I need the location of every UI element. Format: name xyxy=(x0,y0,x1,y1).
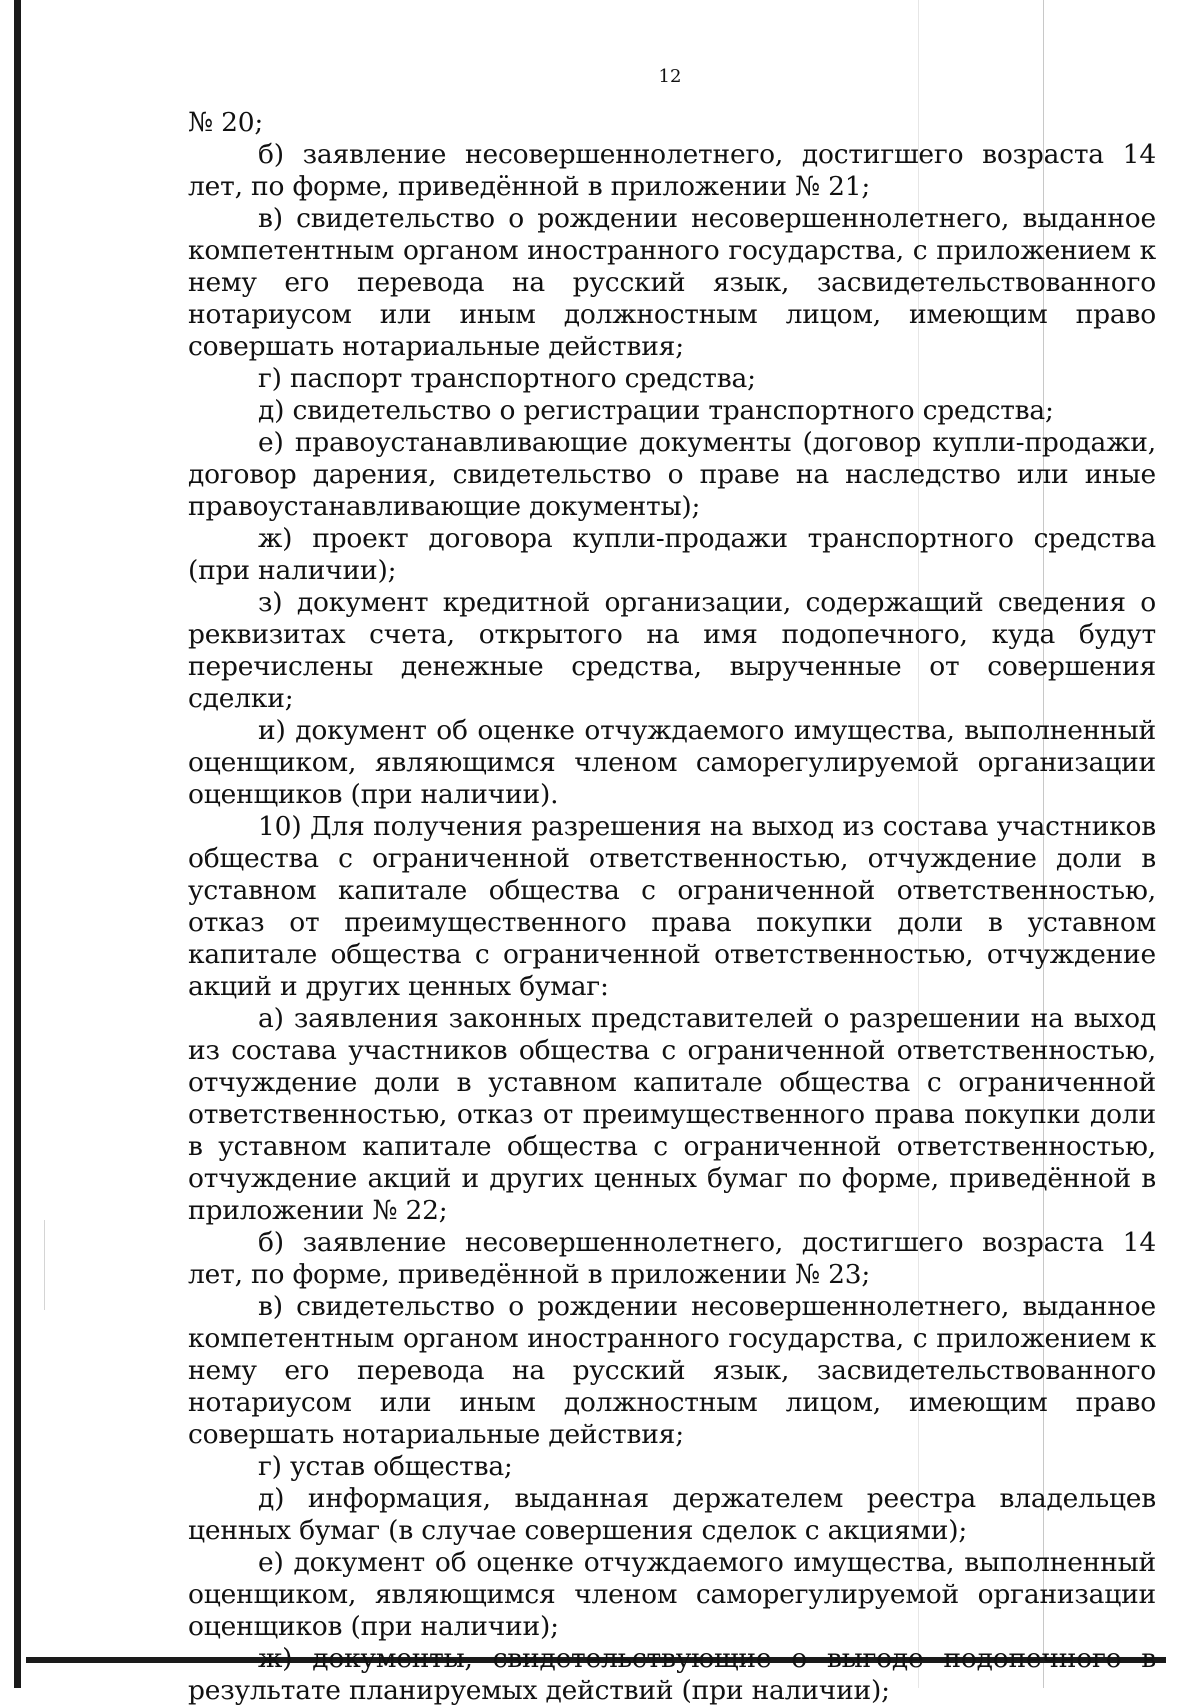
paragraph-item-v: в) свидетельство о рождении несовершеннолетнего, выданное компетентным органом иностранного государства, с приложением к нему его перевода на русский язык, засвидетельствованного нотариусом или иным должностным лицом, имеющим право совершать нотариальные действия; xyxy=(188,203,1156,362)
document-body xyxy=(188,107,1156,1707)
paragraph-section-10: 10) Для получения разрешения на выход из состава участников общества с ограниченной ответственностью, отчуждение доли в уставном капитале общества с ограниченной ответственностью, отказ от преимущественного права покупки доли в уставном капитале общества с ограниченной ответственностью, отчуждение акций и других ценных бумаг: xyxy=(188,811,1156,1002)
paragraph-item-zh: ж) документы, свидетельствующие о выгоде подопечного в результате планируемых действий (при наличии); xyxy=(188,1643,1156,1706)
paragraph-item-v: в) свидетельство о рождении несовершеннолетнего, выданное компетентным органом иностранного государства, с приложением к нему его перевода на русский язык, засвидетельствованного нотариусом или иным должностным лицом, имеющим право совершать нотариальные действия; xyxy=(188,1291,1156,1450)
scan-left-border xyxy=(14,0,21,1688)
page-number: 12 xyxy=(658,66,682,87)
paragraph-item-d: д) свидетельство о регистрации транспортного средства; xyxy=(258,395,1054,426)
paragraph-item-e: е) правоустанавливающие документы (договор купли-продажи, договор дарения, свидетельство о праве на наследство или иные правоустанавливающие документы); xyxy=(188,427,1156,522)
paragraph-item-e: е) документ об оценке отчуждаемого имущества, выполненный оценщиком, являющимся членом саморегулируемой организации оценщиков (при наличии); xyxy=(188,1547,1156,1642)
paragraph-item-zh: ж) проект договора купли-продажи транспортного средства (при наличии); xyxy=(188,523,1156,586)
paragraph-item-b: б) заявление несовершеннолетнего, достигшего возраста 14 лет, по форме, приведённой в приложении № 23; xyxy=(188,1227,1156,1290)
paragraph-item-i: и) документ об оценке отчуждаемого имущества, выполненный оценщиком, являющимся членом саморегулируемой организации оценщиков (при наличии). xyxy=(188,715,1156,810)
paragraph-item-g: г) паспорт транспортного средства; xyxy=(258,363,756,394)
paragraph-continuation: № 20; xyxy=(188,107,264,138)
paragraph-item-z: з) документ кредитной организации, содержащий сведения о реквизитах счета, открытого на имя подопечного, куда будут перечислены денежные средства, вырученные от совершения сделки; xyxy=(188,587,1156,714)
paragraph-item-b: б) заявление несовершеннолетнего, достигшего возраста 14 лет, по форме, приведённой в приложении № 21; xyxy=(188,139,1156,202)
scan-margin-mark xyxy=(44,1220,45,1310)
paragraph-item-a: а) заявления законных представителей о разрешении на выход из состава участников общества с ограниченной ответственностью, отчуждение доли в уставном капитале общества с ограниченной ответственностью, отказ от преимущественного права покупки доли в уставном капитале общества с ограниченной ответственностью, отчуждение акций и других ценных бумаг по форме, приведённой в приложении № 22; xyxy=(188,1003,1156,1226)
paragraph-item-d: д) информация, выданная держателем реестра владельцев ценных бумаг (в случае совершения сделок с акциями); xyxy=(188,1483,1156,1546)
paragraph-item-g: г) устав общества; xyxy=(258,1451,513,1482)
